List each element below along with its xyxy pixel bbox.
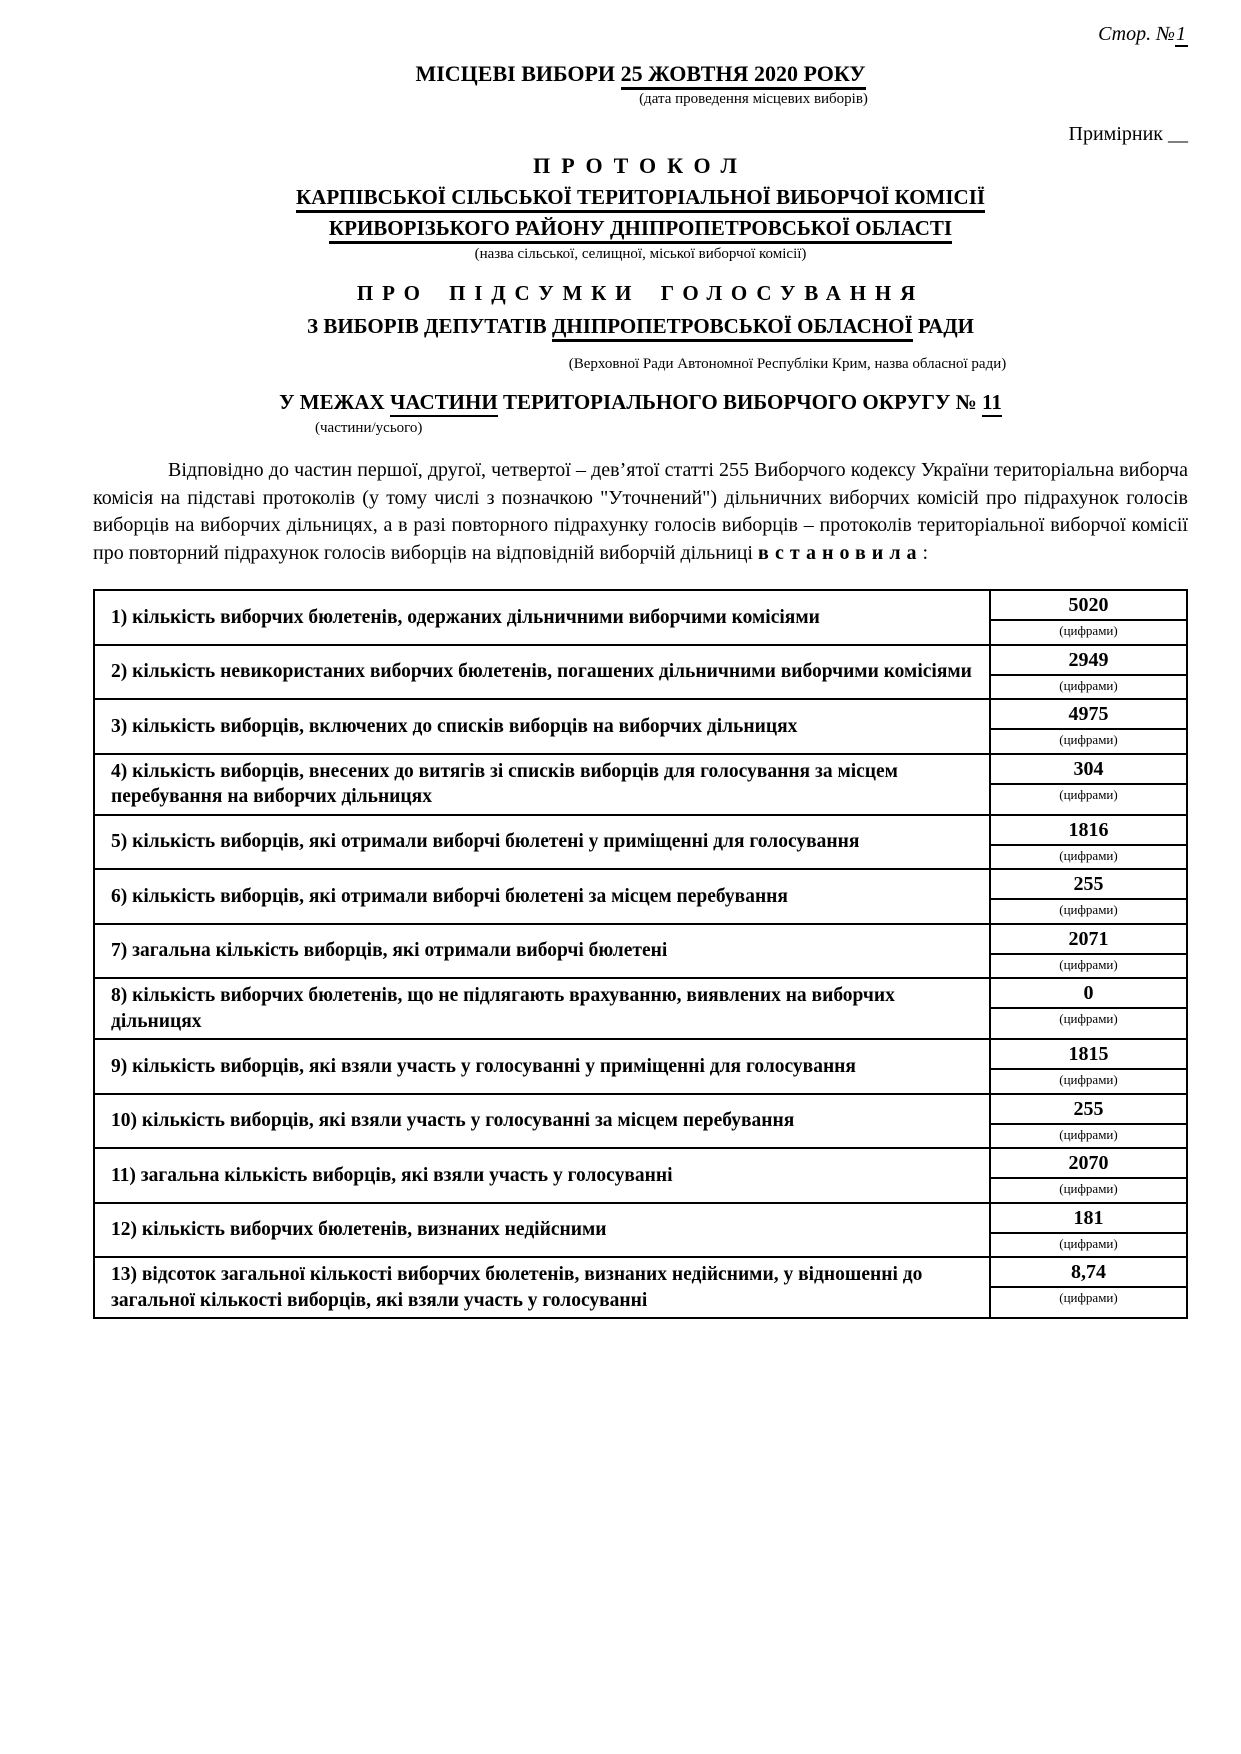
row-value: 2949 xyxy=(991,646,1186,676)
row-value-cell xyxy=(990,924,1187,979)
row-value: 2071 xyxy=(991,925,1186,955)
row-value-cell xyxy=(990,699,1187,754)
digits-caption: (цифрами) xyxy=(1059,786,1118,802)
district-number: 11 xyxy=(982,390,1002,417)
row-label: 2) кількість невикористаних виборчих бюлетенів, погашених дільничними виборчими комісіями xyxy=(94,645,990,700)
row-label: 11) загальна кількість виборців, які взяли участь у голосуванні xyxy=(94,1148,990,1203)
row-value-cell xyxy=(990,869,1187,924)
row-label: 6) кількість виборців, які отримали виборчі бюлетені за місцем перебування xyxy=(94,869,990,924)
district-part-word: ЧАСТИНИ xyxy=(390,390,498,417)
table-row xyxy=(94,1257,1187,1318)
row-value-cell xyxy=(990,645,1187,700)
digits-caption: (цифрами) xyxy=(1059,732,1118,748)
election-subject xyxy=(93,313,1188,340)
page-number-value: 1 xyxy=(1176,23,1186,45)
results-table xyxy=(93,589,1188,1319)
row-label: 9) кількість виборців, які взяли участь у голосуванні у приміщенні для голосування xyxy=(94,1039,990,1094)
table-row xyxy=(94,924,1187,979)
digits-caption: (цифрами) xyxy=(1059,1235,1118,1251)
table-row xyxy=(94,754,1187,815)
established-word: встановила xyxy=(757,541,923,564)
commission-name-line2 xyxy=(93,215,1188,242)
subject-caption: (Верховної Ради Автономної Республіки Крим, назва обласної ради) xyxy=(568,355,1007,372)
commission-name-line1-text: КАРПІВСЬКОЇ СІЛЬСЬКОЇ ТЕРИТОРІАЛЬНОЇ ВИБОРЧОЇ КОМІСІЇ xyxy=(296,185,985,213)
row-label: 4) кількість виборців, внесених до витягів зі списків виборців для голосування за місцем перебування на виборчих дільницях xyxy=(94,754,990,815)
digits-caption: (цифрами) xyxy=(1059,956,1118,972)
table-row xyxy=(94,815,1187,870)
row-label: 5) кількість виборців, які отримали виборчі бюлетені у приміщенні для голосування xyxy=(94,815,990,870)
digits-caption: (цифрами) xyxy=(1059,847,1118,863)
date-caption: (дата проведення місцевих виборів) xyxy=(639,90,868,107)
title-date: 25 ЖОВТНЯ 2020 РОКУ xyxy=(621,61,866,90)
voting-results-heading: ПРО ПІДСУМКИ ГОЛОСУВАННЯ xyxy=(356,281,925,306)
row-value: 255 xyxy=(991,1095,1186,1125)
row-value-cell xyxy=(990,815,1187,870)
row-value-cell xyxy=(990,978,1187,1039)
results-table-body xyxy=(94,590,1187,1318)
copy-line xyxy=(93,122,1188,146)
row-value: 1815 xyxy=(991,1040,1186,1070)
row-label: 12) кількість виборчих бюлетенів, визнаних недійсними xyxy=(94,1203,990,1258)
election-subject-suffix: РАДИ xyxy=(912,314,974,339)
row-label: 13) відсоток загальної кількості виборчих бюлетенів, визнаних недійсними, у відношенні до загальної кількості виборців, які взяли участь у голосуванні xyxy=(94,1257,990,1318)
page-title xyxy=(93,60,1188,88)
commission-name-line2-text: КРИВОРІЗЬКОГО РАЙОНУ ДНІПРОПЕТРОВСЬКОЇ ОБЛАСТІ xyxy=(329,216,952,244)
row-value: 1816 xyxy=(991,816,1186,846)
row-label: 8) кількість виборчих бюлетенів, що не підлягають врахуванню, виявлених на виборчих дільницях xyxy=(94,978,990,1039)
table-row xyxy=(94,869,1187,924)
row-value-cell xyxy=(990,1094,1187,1149)
table-row xyxy=(94,1148,1187,1203)
table-row xyxy=(94,1094,1187,1149)
table-row xyxy=(94,1203,1187,1258)
row-value: 181 xyxy=(991,1204,1186,1234)
preamble-paragraph xyxy=(93,457,1188,567)
digits-caption: (цифрами) xyxy=(1059,902,1118,918)
row-value-cell xyxy=(990,1203,1187,1258)
page-number-label: Стор. № xyxy=(1098,23,1175,45)
copy-blank: __ xyxy=(1168,123,1188,146)
row-value: 5020 xyxy=(991,591,1186,621)
row-value: 8,74 xyxy=(991,1258,1186,1288)
table-row xyxy=(94,978,1187,1039)
row-value: 4975 xyxy=(991,700,1186,730)
page-number xyxy=(93,22,1188,46)
preamble-colon: : xyxy=(922,541,929,564)
row-value: 2070 xyxy=(991,1149,1186,1179)
protocol-heading: ПРОТОКОЛ xyxy=(533,153,748,179)
commission-caption: (назва сільської, селищної, міської виборчої комісії) xyxy=(474,246,807,263)
row-value: 304 xyxy=(991,755,1186,785)
title-prefix: МІСЦЕВІ ВИБОРИ xyxy=(415,61,621,86)
row-value-cell xyxy=(990,1039,1187,1094)
row-value-cell xyxy=(990,590,1187,645)
district-heading xyxy=(93,389,1188,416)
row-label: 10) кількість виборців, які взяли участь у голосуванні за місцем перебування xyxy=(94,1094,990,1149)
district-prefix: У МЕЖАХ xyxy=(279,390,390,415)
district-caption: (частини/усього) xyxy=(315,419,423,436)
preamble-text: Відповідно до частин першої, другої, четвертої – дев’ятої статті 255 Виборчого кодексу України територіальна виборча комісія на підставі протоколів (у тому числі з позначкою "Уточнений") дільничних виборчих комісій про підрахунок голосів виборців на виборчих дільницях, а в разі повторного підрахунку голосів виборців – протоколів територіальної виборчої комісії про повторний підрахунок голосів виборців на відповідній виборчій дільниці xyxy=(93,459,1188,564)
copy-label: Примірник xyxy=(1068,123,1163,146)
row-value-cell xyxy=(990,1148,1187,1203)
table-row xyxy=(94,645,1187,700)
row-label: 1) кількість виборчих бюлетенів, одержаних дільничними виборчими комісіями xyxy=(94,590,990,645)
table-row xyxy=(94,590,1187,645)
election-subject-prefix: З ВИБОРІВ ДЕПУТАТІВ xyxy=(307,314,552,339)
row-value-cell xyxy=(990,1257,1187,1318)
digits-caption: (цифрами) xyxy=(1059,1290,1118,1306)
commission-name-line1 xyxy=(93,184,1188,211)
district-middle: ТЕРИТОРІАЛЬНОГО ВИБОРЧОГО ОКРУГУ № xyxy=(497,390,983,415)
row-value: 0 xyxy=(991,979,1186,1009)
table-row xyxy=(94,699,1187,754)
digits-caption: (цифрами) xyxy=(1059,1011,1118,1027)
row-value-cell xyxy=(990,754,1187,815)
row-label: 7) загальна кількість виборців, які отримали виборчі бюлетені xyxy=(94,924,990,979)
digits-caption: (цифрами) xyxy=(1059,1071,1118,1087)
digits-caption: (цифрами) xyxy=(1059,677,1118,693)
table-row xyxy=(94,1039,1187,1094)
row-label: 3) кількість виборців, включених до списків виборців на виборчих дільницях xyxy=(94,699,990,754)
digits-caption: (цифрами) xyxy=(1059,1126,1118,1142)
election-subject-council: ДНІПРОПЕТРОВСЬКОЇ ОБЛАСНОЇ xyxy=(552,314,913,342)
row-value: 255 xyxy=(991,870,1186,900)
digits-caption: (цифрами) xyxy=(1059,623,1118,639)
digits-caption: (цифрами) xyxy=(1059,1181,1118,1197)
